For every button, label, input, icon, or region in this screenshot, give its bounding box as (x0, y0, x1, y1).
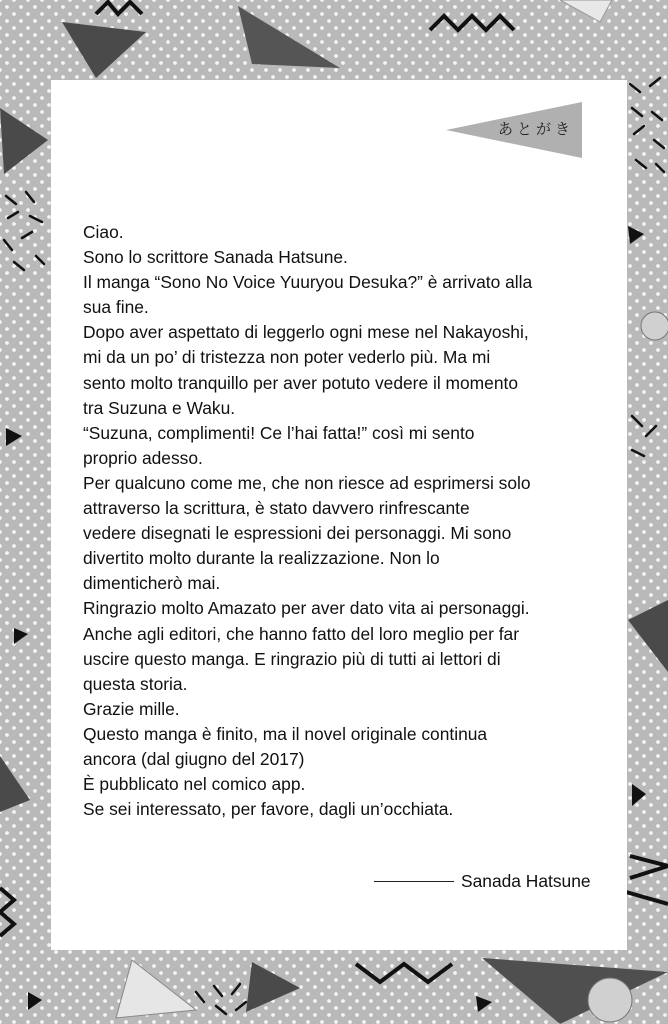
small-triangle-shape (632, 784, 646, 806)
tag-label: あとがき (497, 120, 574, 138)
letter-line: dimenticherò mai. (83, 573, 221, 594)
afterword-tag (446, 98, 582, 162)
triangle-shape (560, 0, 612, 22)
letter-line: mi da un po’ di tristezza non poter vederlo più. Ma mi (83, 347, 491, 368)
signature-name: Sanada Hatsune (461, 870, 591, 891)
sprinkles-bottom (196, 984, 246, 1014)
letter-line: uscire questo manga. E ringrazio più di tutti ai lettori di (83, 648, 501, 669)
zigzag-shape (626, 892, 668, 904)
letter-line: sento molto tranquillo per aver potuto vedere il momento (83, 372, 519, 393)
letter-line: ancora (dal giugno del 2017) (83, 748, 305, 769)
small-triangle-shape (628, 226, 644, 244)
small-triangle-shape (28, 992, 42, 1010)
letter-line: Dopo aver aspettato di leggerlo ogni mese nel Nakayoshi, (83, 322, 529, 343)
letter-line: questa storia. (83, 673, 188, 694)
letter-line: divertito molto durante la realizzazione. Non lo (83, 548, 440, 569)
zigzag-shape (96, 2, 142, 14)
triangle-shape (246, 962, 300, 1012)
letter-line: Per qualcuno come me, che non riesce ad esprimersi solo (83, 472, 531, 493)
letter-line: Questo manga è finito, ma il novel originale continua (83, 723, 488, 744)
triangle-shape (482, 958, 668, 1024)
triangle-shape (0, 108, 48, 174)
zigzag-shape (356, 964, 452, 982)
letter-line: proprio adesso. (83, 447, 203, 468)
letter-line: vedere disegnati le espressioni dei personaggi. Mi sono (83, 523, 512, 544)
letter-line: È pubblicato nel comico app. (83, 774, 306, 795)
triangle-shape (238, 6, 340, 68)
letter-line: Grazie mille. (83, 698, 180, 719)
small-triangle-shape (476, 996, 492, 1012)
letter-line: tra Suzuna e Waku. (83, 397, 236, 418)
letter-line: Ringrazio molto Amazato per aver dato vita ai personaggi. (83, 598, 530, 619)
hatched-circle-shape (588, 978, 632, 1022)
zigzag-shape (630, 856, 668, 878)
triangle-shape (62, 22, 146, 78)
signature (374, 869, 614, 893)
triangle-shape (0, 756, 30, 812)
sprinkles-right (630, 78, 664, 456)
small-triangle-shape (14, 628, 28, 644)
letter-line: “Suzuna, complimenti! Ce l’hai fatta!” così mi sento (83, 422, 475, 443)
zigzag-shape (0, 888, 14, 936)
small-triangle-shape (6, 428, 22, 446)
letter-line: sua fine. (83, 297, 149, 318)
letter-line: Se sei interessato, per favore, dagli un’occhiata. (83, 799, 454, 820)
triangle-shape (116, 960, 196, 1018)
letter-line: Ciao. (83, 222, 124, 242)
hatched-circle-shape (641, 312, 668, 340)
letter-line: attraverso la scrittura, è stato davvero rinfrescante (83, 498, 470, 519)
letter-line: Anche agli editori, che hanno fatto del loro meglio per far (83, 623, 519, 644)
sprinkles-left (4, 192, 44, 270)
letter-body (83, 220, 623, 822)
letter-line: Il manga “Sono No Voice Yuuryou Desuka?” è arrivato alla (83, 272, 533, 293)
triangle-shape (628, 600, 668, 672)
zigzag-shape (430, 16, 514, 30)
letter-line: Sono lo scrittore Sanada Hatsune. (83, 247, 348, 268)
signature-line (374, 881, 454, 882)
